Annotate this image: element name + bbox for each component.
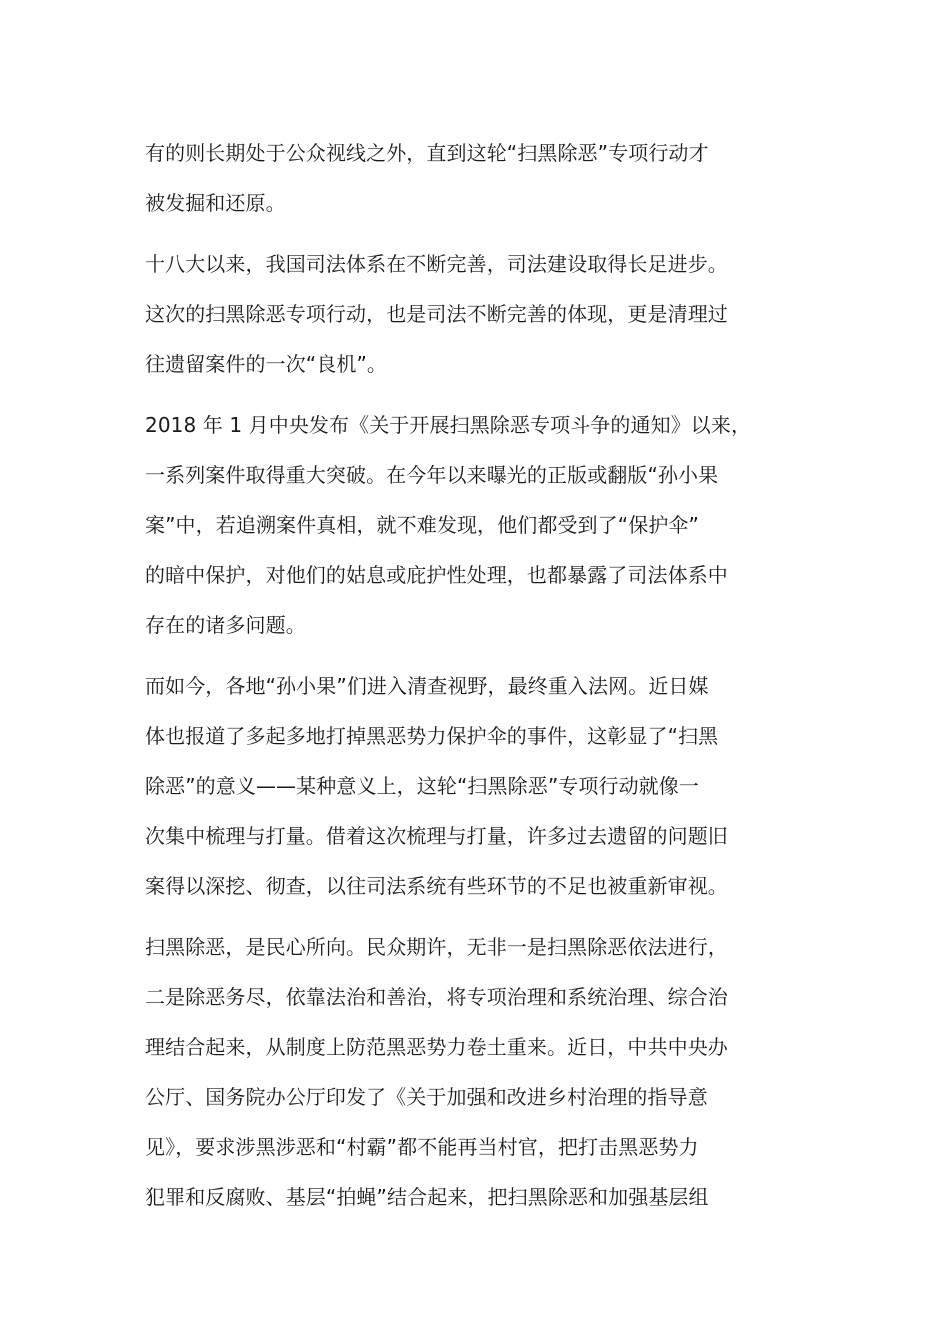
text-line: 二是除恶务尽，依靠法治和善治，将专项治理和系统治理、综合治: [145, 985, 728, 1009]
text-line: 体也报道了多起多地打掉黑恶势力保护伞的事件，这彰显了“扫黑: [145, 724, 719, 748]
text-line: 次集中梳理与打量。借着这次梳理与打量，许多过去遗留的问题旧: [145, 824, 728, 848]
text-line: 往遗留案件的一次“良机”。: [145, 352, 388, 376]
paragraph-4: [145, 661, 800, 911]
text-line: 见》，要求涉黑涉恶和“村霸”都不能再当村官，把打击黑恶势力: [145, 1135, 699, 1159]
paragraph-1: [145, 128, 800, 228]
paragraph-5: [145, 922, 800, 1222]
paragraph-3: [145, 400, 800, 650]
text-line: 犯罪和反腐败、基层“拍蝇”结合起来，把扫黑除恶和加强基层组: [145, 1185, 709, 1209]
text-line: 这次的扫黑除恶专项行动，也是司法不断完善的体现，更是清理过: [145, 302, 728, 326]
text-line: 十八大以来，我国司法体系在不断完善，司法建设取得长足进步。: [145, 252, 728, 276]
text-line: 存在的诸多问题。: [145, 613, 306, 637]
text-line: 2018 年 1 月中央发布《关于开展扫黑除恶专项斗争的通知》以来，: [145, 413, 752, 437]
text-line: 扫黑除恶，是民心所向。民众期许，无非一是扫黑除恶依法进行，: [145, 935, 728, 959]
paragraph-2: [145, 239, 800, 389]
text-line: 有的则长期处于公众视线之外，直到这轮“扫黑除恶”专项行动才: [145, 141, 709, 165]
text-line: 而如今，各地“孙小果”们进入清查视野，最终重入法网。近日媒: [145, 674, 709, 698]
text-line: 一系列案件取得重大突破。在今年以来曝光的正版或翻版“孙小果: [145, 463, 719, 487]
text-line: 除恶”的意义——某种意义上，这轮“扫黑除恶”专项行动就像一: [145, 774, 699, 798]
text-line: 案得以深挖、彻查，以往司法系统有些环节的不足也被重新审视。: [145, 874, 728, 898]
document-body: [145, 128, 800, 1233]
text-line: 的暗中保护，对他们的姑息或庇护性处理，也都暴露了司法体系中: [145, 563, 728, 587]
text-line: 案”中，若追溯案件真相，就不难发现，他们都受到了“保护伞”: [145, 513, 699, 537]
text-line: 公厅、国务院办公厅印发了《关于加强和改进乡村治理的指导意: [145, 1085, 708, 1109]
text-line: 被发掘和还原。: [145, 191, 286, 215]
text-line: 理结合起来，从制度上防范黑恶势力卷土重来。近日，中共中央办: [145, 1035, 728, 1059]
